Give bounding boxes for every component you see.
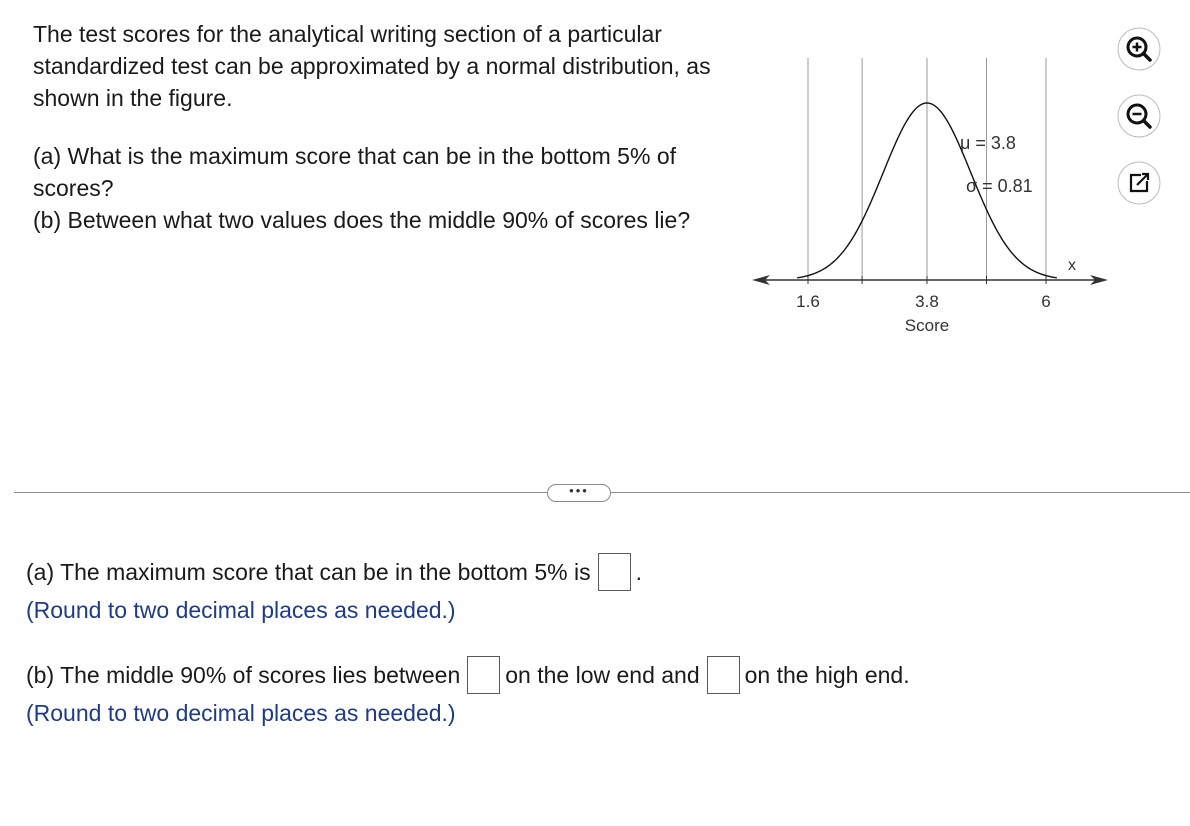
zoom-in-button[interactable] — [1116, 26, 1162, 72]
question-part-a: (a) What is the maximum score that can be in the bottom 5% of scores? — [33, 143, 677, 201]
answer-b-low-input[interactable] — [467, 656, 500, 694]
sd-label: σ = 0.81 — [966, 176, 1033, 196]
answer-b-mid: on the low end and — [505, 661, 700, 688]
mean-label: μ = 3.8 — [960, 133, 1016, 153]
x-variable-label: x — [1068, 257, 1076, 274]
question-part-b: (b) Between what two values does the middle 90% of scores lie? — [33, 207, 691, 233]
tick-label: 6 — [1041, 292, 1051, 311]
tick-label: 3.8 — [915, 292, 939, 311]
distribution-chart — [740, 40, 1120, 340]
answer-b-hint: (Round to two decimal places as needed.) — [26, 700, 456, 726]
popout-button[interactable] — [1116, 160, 1162, 206]
more-button[interactable]: ••• — [547, 484, 611, 502]
popout-icon — [1117, 161, 1161, 205]
answer-a-input[interactable] — [598, 553, 631, 591]
answer-b-end: on the high end. — [744, 661, 910, 688]
zoom-in-icon — [1117, 27, 1161, 71]
zoom-out-icon — [1117, 94, 1161, 138]
normal-distribution-figure — [740, 40, 1120, 340]
answer-section — [26, 552, 910, 731]
question-intro: The test scores for the analytical writing section of a particular standardized test can be approximated by a normal distribution, as shown in the figure. — [33, 21, 711, 111]
answer-a-end: . — [635, 558, 642, 585]
answer-a-text: (a) The maximum score that can be in the bottom 5% is — [26, 558, 591, 585]
figure-toolbar — [1116, 26, 1166, 227]
answer-b-high-input[interactable] — [707, 656, 740, 694]
answer-b-line — [26, 655, 910, 695]
answer-b-text: (b) The middle 90% of scores lies between — [26, 661, 461, 688]
tick-label: 1.6 — [796, 292, 820, 311]
zoom-out-button[interactable] — [1116, 93, 1162, 139]
question-prompt — [33, 18, 713, 236]
answer-a-hint: (Round to two decimal places as needed.) — [26, 597, 456, 623]
axis-title: Score — [904, 316, 950, 335]
answer-a-line — [26, 552, 910, 592]
